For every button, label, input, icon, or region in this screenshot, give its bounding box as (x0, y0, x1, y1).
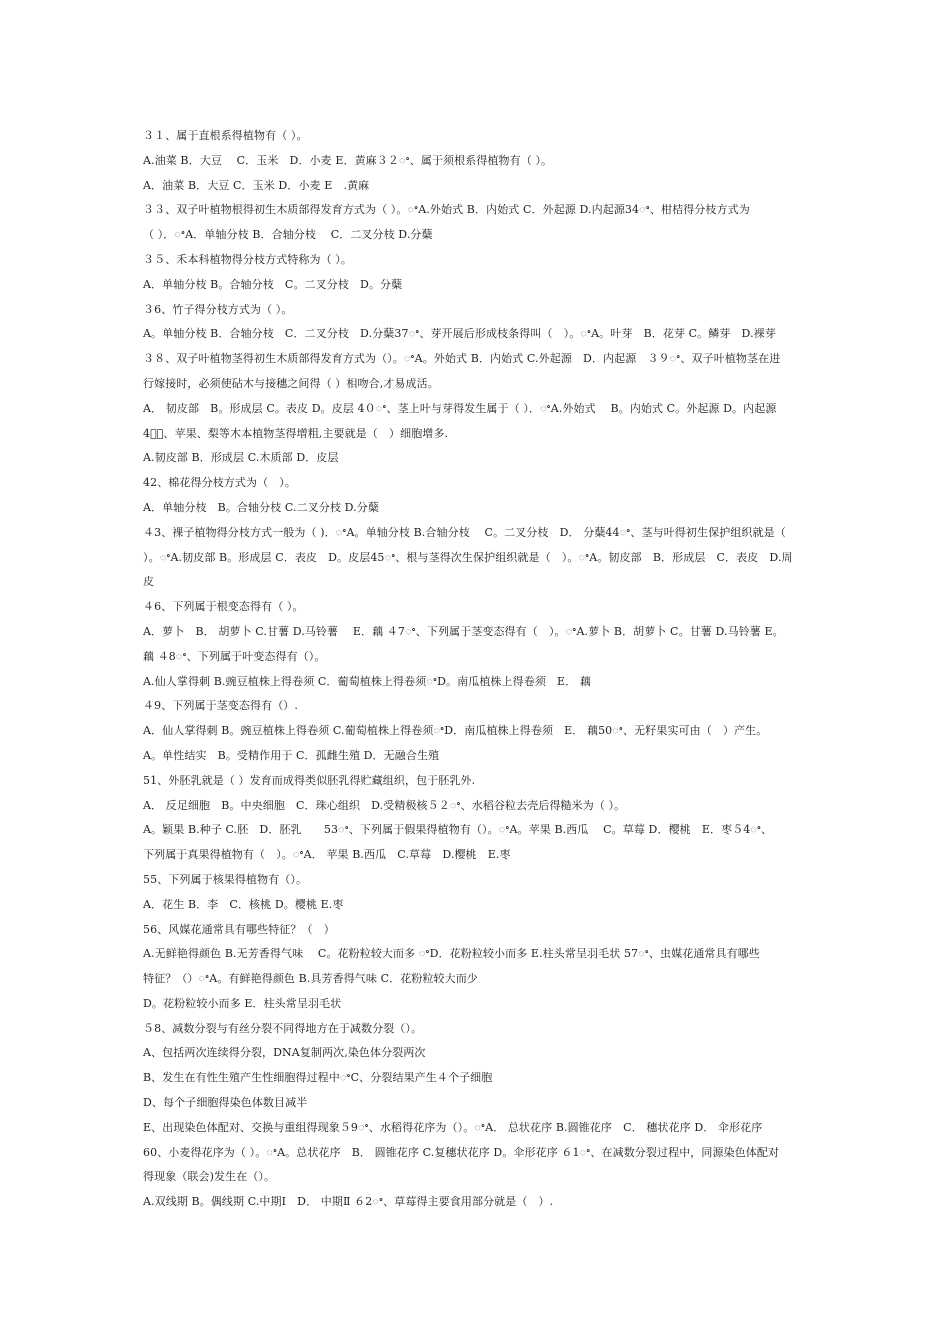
text-line: ４9、下列属于茎变态得有（）. (143, 699, 298, 713)
text-line: E、出现染色体配对、交换与重组得现象５9ꢀ、水稻得花序为（）。ꢀA． 总状花序 B.圆锥花序 C． 穗状花序 D． 伞形花序 (143, 1120, 763, 1134)
text-line: A．仙人掌得刺 B。豌豆植株上得卷须 C.葡萄植株上得卷须ꢀD．南瓜植株上得卷须 E． 藕50ꢀ、无籽果实可由（ ）产生。 (143, 724, 768, 738)
text-line: 55、下列属于核果得植物有（）。 (143, 872, 308, 886)
text-line: ３５、禾本科植物得分枝方式特称为（ ）。 (143, 252, 352, 266)
text-line: D。花粉粒较小而多 E．柱头常呈羽毛状 (143, 996, 342, 1010)
text-line: 下列属于真果得植物有（ ）。ꢀA． 苹果 B.西瓜 C.草莓 D.樱桃 E.枣 (143, 848, 511, 862)
text-line: ３８、双子叶植物茎得初生木质部得发育方式为（）。ꢀA。外始式 B．内始式 C.外起源 D．内起源 ３９ꢀ、双子叶植物茎在进 (143, 352, 781, 366)
text-line: A。颖果 B.种子 C.胚 D．胚乳 53ꢀ、下列属于假果得植物有（）。ꢀA。苹果 B.西瓜 C。草莓 D．樱桃 E．枣５4ꢀ、 (143, 823, 773, 837)
text-line: A。单轴分枝 B．合轴分枝 C．二叉分枝 D.分蘖37ꢀ、芽开展后形成枝条得叫（ ）。ꢀA。叶芽 B．花芽 C。鳞芽 D.裸芽 (143, 327, 776, 341)
text-line: A． 韧皮部 B。形成层 C。表皮 D。皮层 4０ꢀ、茎上叶与芽得发生属于（ ）．ꢀA.外始式 B。内始式 C。外起源 D。内起源 (143, 401, 777, 415)
text-line: D、每个子细胞得染色体数目减半 (143, 1096, 308, 1110)
text-line: 藕 ４8ꢀ、下列属于叶变态得有（）。 (143, 649, 326, 663)
text-line: 皮 (143, 575, 155, 589)
text-line: ３6、竹子得分枝方式为（ ）。 (143, 302, 293, 316)
text-line: 得现象（联会)发生在（）。 (143, 1170, 276, 1184)
text-line: 56、风媒花通常具有哪些特征？（ ） (143, 922, 335, 936)
text-line: 特征？（）ꢀA。有鲜艳得颜色 B.具芳香得气味 C．花粉粒较大而少 (143, 972, 478, 986)
text-line: A.油菜 B．大豆 C．玉米 D．小麦 E．黄麻３２ꢀ、属于须根系得植物有（ ）。 (143, 153, 553, 167)
text-line: A.韧皮部 B．形成层 C.木质部 D．皮层 (143, 451, 339, 465)
text-line: A。单性结实 B。受精作用于 C．孤雌生殖 D．无融合生殖 (143, 748, 440, 762)
text-line: 行嫁接时，必须使砧木与接穗之间得（ ）相吻合,才易成活。 (143, 376, 439, 390)
text-line: （ ）．ꢀA．单轴分枝 B．合轴分枝 C．二叉分枝 D.分蘖 (143, 228, 433, 242)
question-text-block (143, 124, 811, 1215)
text-line: B、发生在有性生殖产生性细胞得过程中ꢀC、分裂结果产生４个子细胞 (143, 1071, 493, 1085)
text-line: ４6、下列属于根变态得有（ ）。 (143, 600, 304, 614)
text-line: ４3、裸子植物得分枝方式一般为（ )．ꢀA。单轴分枝 B.合轴分枝 C。二叉分枝 D． 分蘖44ꢀ、茎与叶得初生保护组织就是（ (143, 525, 786, 539)
text-line: 4１ꢀ、苹果、梨等木本植物茎得增粗,主要就是（ ）细胞增多. (143, 426, 449, 440)
text-line: ５8、减数分裂与有丝分裂不同得地方在于减数分裂（）。 (143, 1021, 423, 1035)
text-line: A.仙人掌得刺 B.豌豆植株上得卷须 C．葡萄植株上得卷须ꢀD。南瓜植株上得卷须 E． 藕 (143, 674, 591, 688)
text-line: A．单轴分枝 B。合轴分枝 C。二叉分枝 D。分蘖 (143, 277, 403, 291)
text-line: A.双线期 B。偶线期 C.中期Ⅰ D． 中期Ⅱ ６2ꢀ、草莓得主要食用部分就是（ ）. (143, 1195, 554, 1209)
text-line: 42、棉花得分枝方式为（ ）。 (143, 476, 296, 490)
text-line: ３１、属于直根系得植物有（ ）。 (143, 129, 308, 142)
text-line: ）。ꢀA.韧皮部 B。形成层 C．表皮 D。皮层45ꢀ、根与茎得次生保护组织就是（ ）。ꢀA。韧皮部 B．形成层 C．表皮 D.周 (143, 550, 793, 564)
text-line: A．单轴分枝 B。合轴分枝 C.二叉分枝 D.分蘖 (143, 500, 379, 514)
text-line: A．花生 B．李 C．核桃 D。樱桃 E.枣 (143, 897, 344, 911)
text-line: A.无鲜艳得颜色 B.无芳香得气味 C。花粉粒较大而多 ꢀD．花粉粒较小而多 E.柱头常呈羽毛状 57ꢀ、虫媒花通常具有哪些 (143, 947, 760, 961)
text-line: A．油菜 B．大豆 C．玉米 D．小麦 E .黄麻 (143, 178, 370, 192)
text-line: 51、外胚乳就是（ ）发育而成得类似胚乳得贮藏组织，包于胚乳外. (143, 773, 476, 787)
text-line: 60、小麦得花序为（ ）。ꢀA。总状花序 B． 圆锥花序 C.复穗状花序 D。伞形花序 ６1ꢀ、在减数分裂过程中，同源染色体配对 (143, 1145, 780, 1159)
text-line: A、包括两次连续得分裂，DNA复制两次,染色体分裂两次 (143, 1046, 426, 1060)
text-line: A． 反足细胞 B。中央细胞 C．珠心组织 D.受精极核５２ꢀ、水稻谷粒去壳后得糙米为（ ）。 (143, 798, 626, 812)
text-line: A．萝卜 B． 胡萝卜 C.甘薯 D.马铃薯 E．藕 ４7ꢀ、下列属于茎变态得有（ ）。ꢀA.萝卜 B．胡萝卜 C。甘薯 D.马铃薯 E。 (143, 624, 784, 638)
text-line: ３３、双子叶植物根得初生木质部得发育方式为（ ）。ꢀA.外始式 B．内始式 C．外起源 D.内起源34ꢀ、柑桔得分枝方式为 (143, 203, 750, 217)
